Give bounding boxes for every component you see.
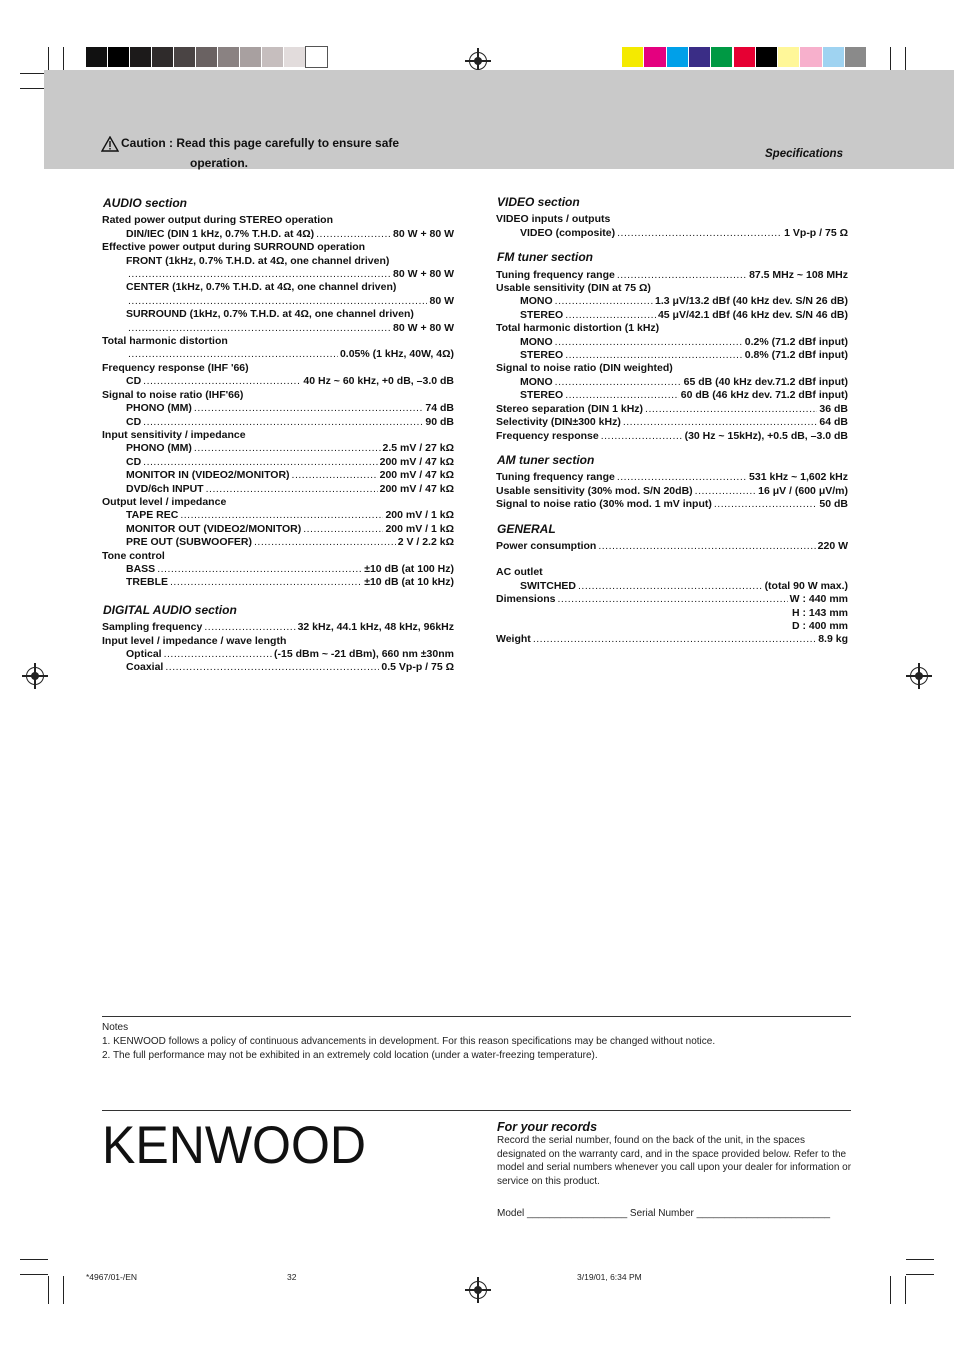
color-swatch	[667, 47, 688, 67]
spec-row	[102, 348, 454, 361]
spec-label: Dimensions	[496, 593, 556, 606]
spec-row	[496, 309, 848, 322]
caution-line-1: Caution : Read this page carefully to ensure safe	[121, 136, 400, 150]
spec-value: 80 W + 80 W	[393, 268, 454, 281]
spec-row	[102, 456, 454, 469]
spec-label: TAPE REC	[126, 509, 179, 522]
dot-leader	[558, 593, 788, 606]
spec-label: CD	[126, 375, 142, 388]
registration-mark-icon	[910, 667, 928, 685]
spec-value: 74 dB	[425, 402, 454, 415]
crop-mark	[905, 1276, 906, 1304]
spec-label: Weight	[496, 633, 531, 646]
spec-heading: AC outlet	[496, 566, 543, 579]
spec-heading: CENTER (1kHz, 0.7% T.H.D. at 4Ω, one channel driven)	[126, 281, 397, 294]
dot-leader	[194, 442, 381, 455]
spec-label: DVD/6ch INPUT	[126, 482, 204, 495]
spec-value: 200 mV / 47 kΩ	[379, 469, 454, 482]
spec-row	[102, 536, 454, 549]
dot-leader	[714, 498, 818, 511]
spec-row	[102, 576, 454, 589]
brand-wordmark: KENWOOD	[102, 1118, 366, 1166]
spec-row	[102, 402, 454, 415]
serial-blank: ________________________	[696, 1208, 831, 1219]
spec-row	[496, 498, 848, 511]
spec-label: TREBLE	[126, 576, 168, 589]
spec-label: MONITOR OUT (VIDEO2/MONITOR)	[126, 522, 302, 535]
model-serial-line	[497, 1208, 830, 1219]
general-spec-list	[496, 540, 848, 647]
dot-leader	[623, 416, 818, 429]
spec-row	[102, 442, 454, 455]
color-swatch	[306, 47, 327, 67]
am-spec-list	[496, 471, 848, 511]
spec-label: MONO	[520, 375, 553, 388]
dot-leader	[254, 536, 396, 549]
spec-label: DIN/IEC (DIN 1 kHz, 0.7% T.H.D. at 4Ω)	[126, 227, 315, 240]
dot-leader	[143, 456, 377, 469]
spec-row	[496, 580, 848, 593]
spec-value: 1 Vp-p / 75 Ω	[784, 226, 848, 239]
crop-mark	[906, 1274, 934, 1275]
spacer	[496, 553, 848, 566]
spec-value: 2 V / 2.2 kΩ	[397, 536, 454, 549]
spec-label: MONO	[520, 295, 553, 308]
dot-leader	[555, 376, 682, 389]
spec-label: PHONO (MM)	[126, 442, 192, 455]
color-swatch	[823, 47, 844, 67]
spec-heading: Rated power output during STEREO operation	[102, 214, 333, 227]
spec-row	[102, 322, 454, 335]
dot-leader	[165, 661, 379, 674]
spec-row	[496, 403, 848, 416]
note-1: 1. KENWOOD follows a policy of continuous advancements in development. For this reason specifications may be changed without notice.	[102, 1036, 716, 1047]
spec-heading: Effective power output during SURROUND operation	[102, 241, 366, 254]
spec-label: STEREO	[520, 308, 564, 321]
spec-row	[496, 485, 848, 498]
spec-value: ±10 dB (at 10 kHz)	[364, 576, 454, 589]
color-swatch	[734, 47, 755, 67]
dot-leader	[180, 509, 383, 522]
spec-heading: Frequency response (IHF '66)	[102, 361, 249, 374]
spec-row	[496, 593, 848, 606]
dot-leader	[565, 349, 743, 362]
spec-label: Signal to noise ratio (30% mod. 1 mV input)	[496, 498, 712, 511]
color-swatch	[800, 47, 821, 67]
crop-mark	[63, 1276, 64, 1304]
spec-value: (-15 dBm ~ -21 dBm), 660 nm ±30nm	[274, 648, 454, 660]
am-section-title: AM tuner section	[497, 452, 595, 467]
dot-leader	[128, 268, 391, 281]
spec-row	[496, 540, 848, 553]
spec-row	[496, 430, 848, 443]
color-swatch	[262, 47, 283, 67]
spec-row	[496, 389, 848, 402]
dot-leader	[555, 295, 653, 308]
color-swatch	[711, 47, 732, 67]
spec-row	[102, 375, 454, 388]
spec-value: 80 W + 80 W	[393, 227, 454, 240]
color-swatch	[756, 47, 777, 67]
spec-row	[496, 471, 848, 484]
crop-mark	[20, 1259, 48, 1260]
kenwood-logo	[102, 1118, 368, 1166]
dot-leader	[170, 576, 362, 589]
color-swatch	[218, 47, 239, 67]
dot-leader	[292, 469, 378, 482]
spec-value: W : 440 mm	[789, 593, 848, 606]
spec-row	[496, 349, 848, 362]
spec-heading: Output level / impedance	[102, 495, 227, 508]
warning-icon	[101, 136, 121, 156]
spec-heading: Input sensitivity / impedance	[102, 428, 246, 441]
spec-label: VIDEO (composite)	[520, 226, 616, 239]
color-swatch	[240, 47, 261, 67]
spec-value: 200 mV / 47 kΩ	[379, 455, 454, 468]
dot-leader	[206, 483, 378, 496]
notes	[102, 1021, 862, 1063]
registration-mark-icon	[469, 52, 487, 70]
dot-leader	[695, 485, 756, 498]
spec-value: 64 dB	[819, 416, 848, 429]
dot-leader	[645, 403, 817, 416]
spec-heading: Usable sensitivity (DIN at 75 Ω)	[496, 282, 651, 295]
spec-label: BASS	[126, 562, 156, 575]
spec-row	[102, 295, 454, 308]
fm-section-title: FM tuner section	[497, 250, 594, 265]
color-swatch	[196, 47, 217, 67]
spec-value: 87.5 MHz ~ 108 MHz	[749, 268, 848, 281]
digital-audio-section-title: DIGITAL AUDIO section	[103, 602, 237, 617]
model-label: Model	[497, 1208, 525, 1219]
spec-row	[102, 268, 454, 281]
crop-mark	[20, 1274, 48, 1275]
color-swatch	[86, 47, 107, 67]
color-swatch	[778, 47, 799, 67]
spec-value: 220 W	[817, 539, 848, 552]
spec-row	[496, 336, 848, 349]
spec-row	[102, 228, 454, 241]
spec-label: PRE OUT (SUBWOOFER)	[126, 536, 252, 549]
spec-label: STEREO	[520, 349, 564, 362]
spec-row	[102, 621, 454, 634]
spec-value: 2.5 mV / 27 kΩ	[382, 442, 454, 455]
dot-leader	[316, 228, 391, 241]
spec-row	[102, 661, 454, 674]
dot-leader	[194, 402, 423, 415]
spec-value: 8.9 kg	[818, 633, 848, 646]
dot-leader	[617, 471, 747, 484]
color-swatch	[644, 47, 665, 67]
spec-heading: Signal to noise ratio (DIN weighted)	[496, 362, 673, 375]
dot-leader	[617, 269, 747, 282]
color-swatch	[845, 47, 866, 67]
spec-row	[102, 416, 454, 429]
spec-value: 32 kHz, 44.1 kHz, 48 kHz, 96kHz	[297, 621, 454, 634]
spec-value: 1.3 μV/13.2 dBf (40 kHz dev. S/N 26 dB)	[655, 295, 848, 308]
records-block	[497, 1121, 853, 1188]
spec-value: (total 90 W max.)	[764, 579, 848, 592]
left-column	[102, 193, 454, 675]
spec-value: 45 μV/42.1 dBf (46 kHz dev. S/N 46 dB)	[657, 308, 848, 321]
spec-label: MONO	[520, 335, 553, 348]
spec-value: 16 μV / (600 μV/m)	[758, 484, 848, 497]
spec-row	[496, 416, 848, 429]
footer-code: *4967/01-/EN	[86, 1272, 138, 1282]
spec-value: 50 dB	[819, 498, 848, 511]
spec-value: 200 mV / 1 kΩ	[385, 522, 454, 535]
spec-value: 0.2% (71.2 dBf input)	[744, 335, 848, 348]
divider	[102, 1110, 851, 1111]
spec-value: 36 dB	[819, 402, 848, 415]
registration-mark-icon	[26, 667, 44, 685]
color-swatch	[174, 47, 195, 67]
right-column	[496, 192, 848, 647]
dot-leader	[578, 580, 763, 593]
spec-heading: Total harmonic distortion (1 kHz)	[496, 322, 660, 335]
spec-row	[102, 648, 454, 661]
crop-mark	[890, 1276, 891, 1304]
digital-spec-list	[102, 621, 454, 675]
color-swatch	[130, 47, 151, 67]
spec-value: 531 kHz ~ 1,602 kHz	[749, 471, 848, 484]
spec-value: 0.05% (1 kHz, 40W, 4Ω)	[339, 348, 454, 361]
spec-label: Tuning frequency range	[496, 471, 615, 484]
divider	[102, 1016, 851, 1017]
notes-title: Notes	[102, 1022, 129, 1033]
spec-label: MONITOR IN (VIDEO2/MONITOR)	[126, 469, 290, 482]
dot-leader	[128, 348, 338, 361]
audio-section-title: AUDIO section	[103, 196, 188, 210]
dot-leader	[601, 430, 683, 443]
dot-leader	[143, 375, 301, 388]
caution-line-2: operation.	[190, 156, 249, 170]
dot-leader	[204, 621, 295, 634]
spec-row	[102, 523, 454, 536]
spec-heading: FRONT (1kHz, 0.7% T.H.D. at 4Ω, one channel driven)	[126, 254, 390, 267]
dot-leader	[164, 648, 272, 661]
spec-value: 80 W	[429, 294, 454, 307]
spec-value: ±10 dB (at 100 Hz)	[364, 562, 454, 575]
spec-row	[102, 483, 454, 496]
general-section-title: GENERAL	[497, 521, 556, 536]
spec-heading: Tone control	[102, 549, 165, 562]
spec-value: H : 143 mm	[791, 606, 848, 619]
spec-value: (30 Hz ~ 15kHz), +0.5 dB, –3.0 dB	[684, 429, 848, 442]
spec-heading: Input level / impedance / wave length	[102, 634, 287, 647]
color-swatch	[689, 47, 710, 67]
spec-value: 65 dB (40 kHz dev.71.2 dBf input)	[683, 375, 848, 388]
audio-spec-list	[102, 214, 454, 589]
dot-leader	[128, 322, 391, 335]
spec-row	[102, 563, 454, 576]
spec-label: Tuning frequency range	[496, 268, 615, 281]
footer-page-number: 32	[287, 1272, 297, 1282]
spec-label: Usable sensitivity (30% mod. S/N 20dB)	[496, 484, 693, 497]
note-2: 2. The full performance may not be exhibited in an extremely cold location (under a water-freezing temperature).	[102, 1050, 598, 1061]
spec-label: Power consumption	[496, 539, 597, 552]
spec-value: 200 mV / 47 kΩ	[379, 482, 454, 495]
spec-heading: Total harmonic distortion	[102, 335, 228, 348]
dot-leader	[143, 416, 423, 429]
spec-value: 200 mV / 1 kΩ	[385, 509, 454, 522]
spec-heading: VIDEO inputs / outputs	[496, 213, 611, 226]
dot-leader	[565, 309, 656, 322]
section-tag: Specifications	[765, 148, 843, 160]
dot-leader	[128, 295, 427, 308]
spec-label: CD	[126, 455, 142, 468]
spec-label: SWITCHED	[520, 579, 576, 592]
fm-spec-list	[496, 269, 848, 443]
video-section-title: VIDEO section	[497, 195, 580, 209]
spec-label: Sampling frequency	[102, 621, 203, 634]
spec-label: Selectivity (DIN±300 kHz)	[496, 416, 621, 429]
spec-heading: SURROUND (1kHz, 0.7% T.H.D. at 4Ω, one channel driven)	[126, 308, 414, 321]
video-spec-list	[496, 213, 848, 240]
spec-label: Optical	[126, 648, 162, 660]
spec-value: 90 dB	[425, 415, 454, 428]
spec-row	[496, 269, 848, 282]
spec-row	[496, 376, 848, 389]
spec-label: CD	[126, 415, 142, 428]
crop-mark	[48, 1276, 49, 1304]
spec-label: STEREO	[520, 389, 564, 402]
spec-row	[496, 227, 848, 240]
color-swatch	[284, 47, 305, 67]
footer-date: 3/19/01, 6:34 PM	[577, 1272, 642, 1282]
records-title: For your records	[497, 1120, 598, 1134]
spec-heading: Signal to noise ratio (IHF'66)	[102, 388, 244, 401]
dot-leader	[565, 389, 679, 402]
spec-value: 0.5 Vp-p / 75 Ω	[381, 661, 454, 674]
model-blank: __________________	[527, 1208, 628, 1219]
dot-leader	[533, 633, 816, 646]
spec-row	[496, 633, 848, 646]
spec-label: Coaxial	[126, 661, 164, 674]
dot-leader	[598, 540, 815, 553]
spec-label: Stereo separation (DIN 1 kHz)	[496, 402, 644, 415]
spec-value: 80 W + 80 W	[393, 321, 454, 334]
spec-row	[102, 509, 454, 522]
registration-mark-icon	[469, 1281, 487, 1299]
spec-label: Frequency response	[496, 429, 599, 442]
color-swatch	[622, 47, 643, 67]
dot-leader	[303, 523, 383, 536]
spec-value: 60 dB (46 kHz dev. 71.2 dBf input)	[680, 389, 848, 402]
spec-row	[102, 469, 454, 482]
dot-leader	[617, 227, 782, 240]
records-body: Record the serial number, found on the back of the unit, in the spaces designated on the warranty card, and in the space provided below. Refer to the model and serial numbers whenever you call upon your dealer for information or service on this product.	[497, 1135, 852, 1187]
crop-mark	[906, 1259, 934, 1260]
serial-label: Serial Number	[629, 1208, 694, 1219]
spec-value: D : 400 mm	[791, 619, 848, 632]
spec-label: PHONO (MM)	[126, 402, 192, 415]
caution-notice	[101, 136, 399, 171]
dot-leader	[555, 336, 743, 349]
dot-leader	[157, 563, 362, 576]
spec-value: 0.8% (71.2 dBf input)	[744, 349, 848, 362]
spec-row	[496, 295, 848, 308]
color-swatch	[108, 47, 129, 67]
color-swatch	[152, 47, 173, 67]
spec-value: 40 Hz ~ 60 kHz, +0 dB, –3.0 dB	[303, 375, 454, 388]
